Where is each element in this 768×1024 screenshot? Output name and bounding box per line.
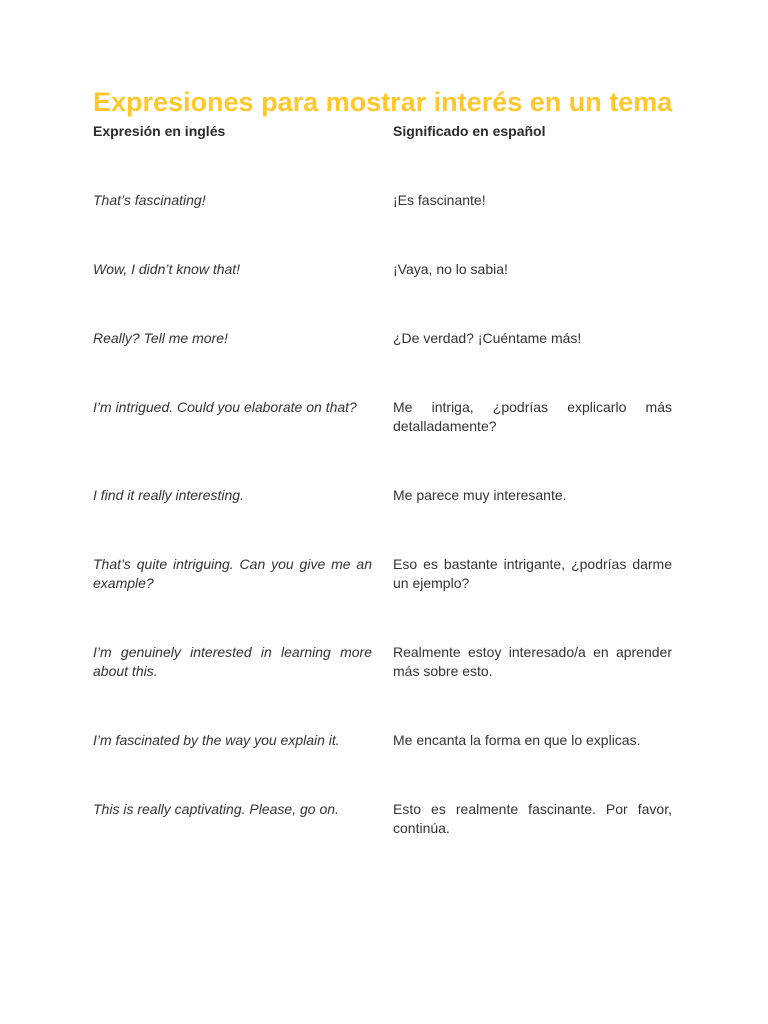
spanish-meaning: Realmente estoy interesado/a en aprender más sobre esto. [393, 644, 672, 679]
spanish-meaning: ¿De verdad? ¡Cuéntame más! [393, 330, 582, 346]
english-expression: I’m intrigued. Could you elaborate on that? [93, 399, 357, 415]
table-header [93, 122, 672, 140]
english-expression: I’m fascinated by the way you explain it. [93, 732, 340, 748]
spanish-meaning: Me encanta la forma en que lo explicas. [393, 732, 641, 748]
spanish-meaning: ¡Vaya, no lo sabia! [393, 261, 508, 277]
english-expression: This is really captivating. Please, go on. [93, 801, 339, 817]
table-row [93, 191, 672, 210]
spanish-meaning: Me parece muy interesante. [393, 487, 567, 503]
table-row [93, 260, 672, 279]
english-expression: Really? Tell me more! [93, 330, 228, 346]
table-row [93, 329, 672, 348]
table-row [93, 800, 672, 838]
english-expression: Wow, I didn’t know that! [93, 261, 241, 277]
spanish-meaning: Eso es bastante intrigante, ¿podrías darme un ejemplo? [393, 556, 672, 591]
table-row [93, 486, 672, 505]
expression-table [93, 191, 672, 838]
header-spanish: Significado en español [393, 123, 546, 139]
english-expression: That’s fascinating! [93, 192, 206, 208]
table-row [93, 731, 672, 750]
table-row [93, 555, 672, 593]
english-expression: I’m genuinely interested in learning more about this. [93, 644, 372, 679]
spanish-meaning: Esto es realmente fascinante. Por favor, continúa. [393, 801, 672, 836]
spanish-meaning: Me intriga, ¿podrías explicarlo más detalladamente? [393, 399, 672, 434]
table-row [93, 398, 672, 436]
english-expression: That’s quite intriguing. Can you give me an example? [93, 556, 372, 591]
table-row [93, 643, 672, 681]
document-page [93, 86, 672, 838]
page-title: Expresiones para mostrar interés en un tema [93, 87, 673, 117]
header-english: Expresión en inglés [93, 123, 226, 139]
english-expression: I find it really interesting. [93, 487, 244, 503]
spanish-meaning: ¡Es fascinante! [393, 192, 486, 208]
